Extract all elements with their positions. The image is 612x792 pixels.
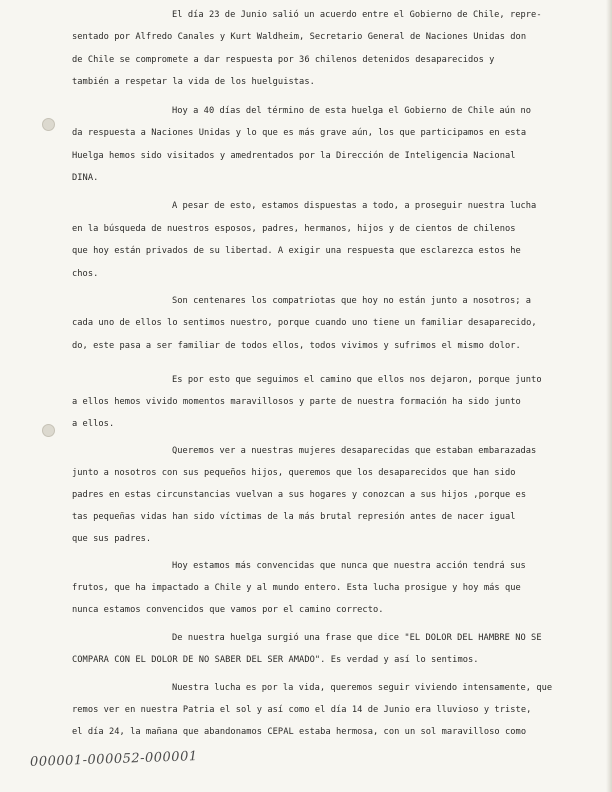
text-line: también a respetar la vida de los huelguistas.	[72, 77, 315, 87]
text-line: do, este pasa a ser familiar de todos ellos, todos vivimos y sufrimos el mismo dolor.	[72, 341, 521, 351]
text-line: junto a nosotros con sus pequeños hijos, queremos que los desaparecidos que han sido	[72, 468, 516, 478]
text-line: remos ver en nuestra Patria el sol y así como el día 14 de Junio era lluvioso y triste,	[72, 705, 532, 715]
text-line: Son centenares los compatriotas que hoy no están junto a nosotros; a	[172, 296, 532, 306]
text-line: A pesar de esto, estamos dispuestas a todo, a proseguir nuestra lucha	[172, 201, 537, 211]
text-line: Hoy a 40 días del término de esta huelga el Gobierno de Chile aún no	[172, 106, 532, 116]
text-line: chos.	[72, 269, 99, 279]
punch-hole-top	[42, 118, 55, 131]
text-line: Es por esto que seguimos el camino que ellos nos dejaron, porque junto	[172, 375, 542, 385]
text-line: nunca estamos convencidos que vamos por el camino correcto.	[72, 605, 384, 615]
text-line: Queremos ver a nuestras mujeres desaparecidas que estaban embarazadas	[172, 446, 537, 456]
text-line: sentado por Alfredo Canales y Kurt Waldheim, Secretario General de Naciones Unidas don	[72, 32, 527, 42]
text-line: da respuesta a Naciones Unidas y lo que es más grave aún, los que participamos en esta	[72, 128, 527, 138]
text-line: padres en estas circunstancias vuelvan a sus hogares y conozcan a sus hijos ,porque es	[72, 490, 527, 500]
text-line: tas pequeñas vidas han sido víctimas de la más brutal represión antes de nacer igual	[72, 512, 516, 522]
text-line: de Chile se compromete a dar respuesta por 36 chilenos detenidos desaparecidos y	[72, 55, 495, 65]
text-line: que sus padres.	[72, 534, 152, 544]
text-line: el día 24, la mañana que abandonamos CEPAL estaba hermosa, con un sol maravilloso como	[72, 727, 527, 737]
text-line: que hoy están privados de su libertad. A exigir una respuesta que esclarezca estos he	[72, 246, 521, 256]
text-line: Hoy estamos más convencidas que nunca que nuestra acción tendrá sus	[172, 561, 526, 571]
text-line: cada uno de ellos lo sentimos nuestro, porque cuando uno tiene un familiar desaparecido,	[72, 318, 537, 328]
text-line: a ellos hemos vivido momentos maravillosos y parte de nuestra formación ha sido junto	[72, 397, 521, 407]
text-line: COMPARA CON EL DOLOR DE NO SABER DEL SER AMADO". Es verdad y así lo sentimos.	[72, 655, 479, 665]
punch-hole-middle	[42, 424, 55, 437]
text-line: Huelga hemos sido visitados y amedrentados por la Dirección de Inteligencia Nacional	[72, 151, 516, 161]
page-edge-shadow	[606, 0, 612, 792]
text-line: El día 23 de Junio salió un acuerdo entre el Gobierno de Chile, repre-	[172, 10, 542, 20]
text-line: a ellos.	[72, 419, 115, 429]
text-line: Nuestra lucha es por la vida, queremos seguir viviendo intensamente, que	[172, 683, 553, 693]
archive-reference-number: 000001-000052-000001	[29, 749, 198, 770]
text-line: frutos, que ha impactado a Chile y al mundo entero. Esta lucha prosigue y hoy más que	[72, 583, 521, 593]
text-line: en la búsqueda de nuestros esposos, padres, hermanos, hijos y de cientos de chilenos	[72, 224, 516, 234]
text-line: De nuestra huelga surgió una frase que dice "EL DOLOR DEL HAMBRE NO SE	[172, 633, 542, 643]
text-line: DINA.	[72, 173, 99, 183]
